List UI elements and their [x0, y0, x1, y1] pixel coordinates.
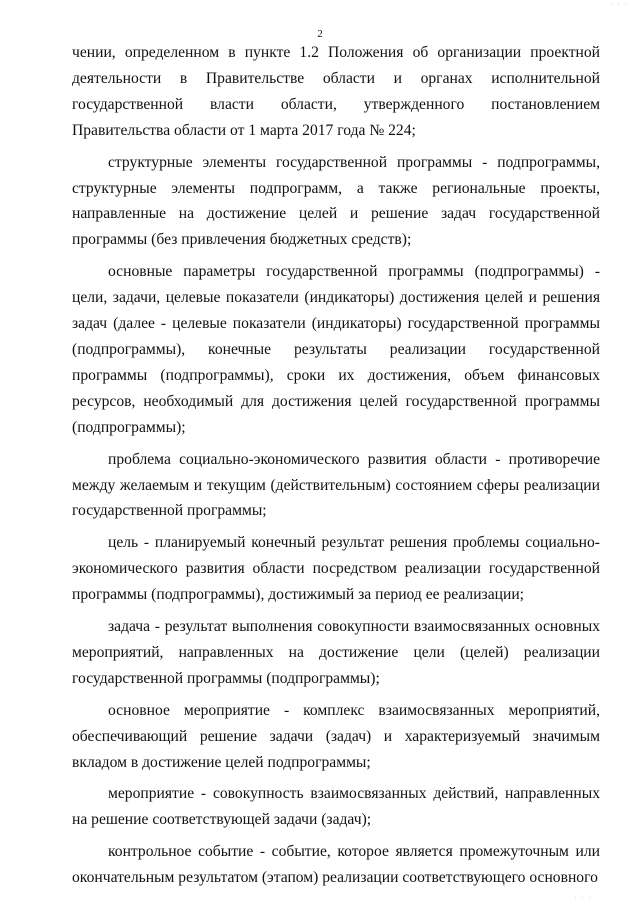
paragraph-control-event: контрольное событие - событие, которое является промежуточным или окончательным результатом (этапом) реализации соответствующего основного	[72, 843, 600, 887]
page-number: 2	[317, 28, 323, 40]
paragraph-continuation: чении, определенном в пункте 1.2 Положения об организации проектной деятельности в Правительстве области и органах исполнительной государственной власти области, утвержденного постановлением Правительства области от 1 марта 2017 года № 224;	[72, 44, 600, 139]
paragraph-problem: проблема социально-экономического развития области - противоречие между желаемым и текущим (действительным) состоянием сферы реализации государственной программы;	[72, 450, 600, 520]
paragraph-goal: цель - планируемый конечный результат решения проблемы социально-экономического развития области посредством реализации государственной программы (подпрограммы), достижимый за период ее реализации;	[72, 534, 600, 604]
paragraph-main-parameters: основные параметры государственной программы (подпрограммы) - цели, задачи, целевые показатели (индикаторы) достижения целей и решения задач (далее - целевые показатели (индикаторы) государственной программы (подпрограммы), конечные результаты реализации государственной программы (подпрограммы), сроки их достижения, объем финансовых ресурсов, необходимый для достижения целей государственной программы (подпрограммы);	[72, 263, 600, 436]
document-body	[72, 40, 600, 897]
scan-corner-mark-top: · · ·	[610, 0, 628, 9]
paragraph-task: задача - результат выполнения совокупности взаимосвязанных основных мероприятий, направленных на достижение цели (целей) реализации государственной программы (подпрограммы);	[72, 618, 600, 687]
paragraph-activity: мероприятие - совокупность взаимосвязанных действий, направленных на решение соответствующей задачи (задач);	[72, 785, 600, 829]
paragraph-main-activity: основное мероприятие - комплекс взаимосвязанных мероприятий, обеспечивающий решение задачи (задач) и характеризуемый значимым вкладом в достижение целей подпрограммы;	[72, 701, 600, 771]
scan-corner-mark-bottom: · · ·	[574, 894, 592, 903]
paragraph-structural-elements: структурные элементы государственной программы - подпрограммы, структурные элементы подпрограмм, а также региональные проекты, направленные на достижение целей и решение задач государственной программы (без привлечения бюджетных средств);	[72, 153, 600, 249]
